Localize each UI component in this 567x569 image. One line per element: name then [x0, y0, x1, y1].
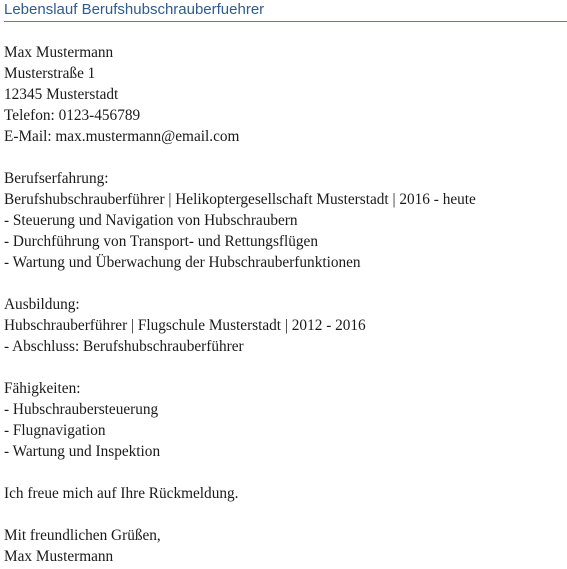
closing-message: Ich freue mich auf Ihre Rückmeldung. — [4, 485, 239, 502]
document-body — [4, 42, 563, 567]
skills-item: - Flugnavigation — [4, 422, 106, 439]
contact-email: E-Mail: max.mustermann@email.com — [4, 128, 240, 145]
paragraph-gap — [4, 273, 563, 294]
experience-heading: Berufserfahrung: — [4, 170, 109, 187]
contact-name: Max Mustermann — [4, 44, 114, 61]
experience-item: - Durchführung von Transport- und Rettungsflügen — [4, 233, 318, 250]
skills-heading: Fähigkeiten: — [4, 380, 81, 397]
paragraph-gap — [4, 462, 563, 483]
title-underline — [4, 21, 567, 22]
contact-phone: Telefon: 0123-456789 — [4, 107, 141, 124]
education-item: - Abschluss: Berufshubschrauberführer — [4, 338, 244, 355]
paragraph-gap — [4, 147, 563, 168]
contact-street: Musterstraße 1 — [4, 65, 96, 82]
experience-position: Berufshubschrauberführer | Helikoptergesellschaft Musterstadt | 2016 - heute — [4, 191, 476, 208]
experience-item: - Steuerung und Navigation von Hubschraubern — [4, 212, 298, 229]
education-position: Hubschrauberführer | Flugschule Musterstadt | 2012 - 2016 — [4, 317, 366, 334]
document-title: Lebenslauf Berufshubschrauberfuehrer — [4, 1, 265, 18]
closing-signature: Max Mustermann — [4, 548, 114, 565]
skills-item: - Wartung und Inspektion — [4, 443, 161, 460]
closing-greeting: Mit freundlichen Grüßen, — [4, 527, 161, 544]
skills-item: - Hubschraubersteuerung — [4, 401, 159, 418]
contact-city: 12345 Musterstadt — [4, 86, 119, 103]
paragraph-gap — [4, 504, 563, 525]
paragraph-gap — [4, 357, 563, 378]
experience-item: - Wartung und Überwachung der Hubschrauberfunktionen — [4, 254, 361, 271]
education-heading: Ausbildung: — [4, 296, 80, 313]
